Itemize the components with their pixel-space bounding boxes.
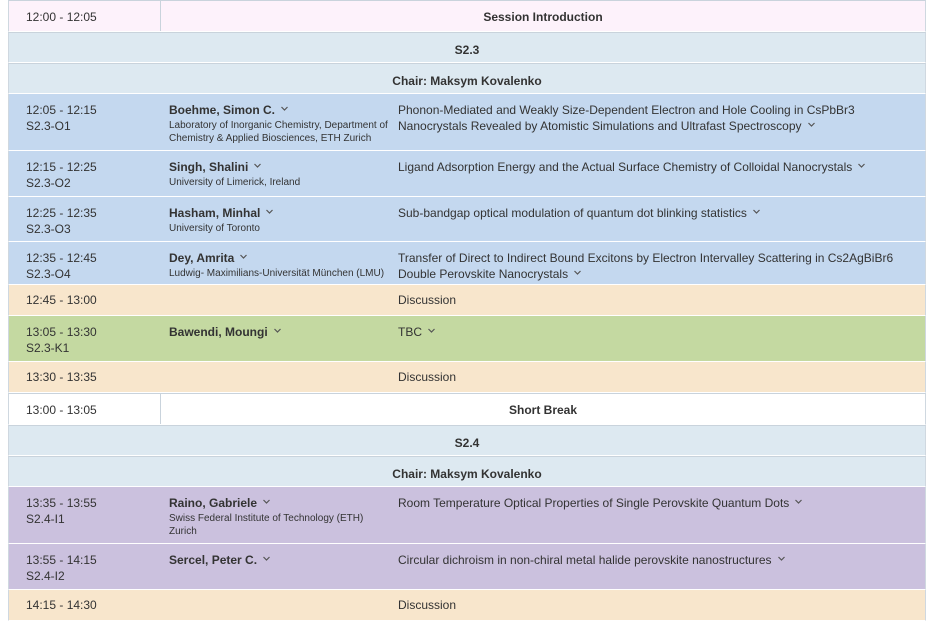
time-range: 12:15 - 12:25 <box>26 160 97 174</box>
chevron-down-icon[interactable] <box>280 104 289 113</box>
speaker-name[interactable]: Hasham, Minhal <box>169 206 261 220</box>
talk-title[interactable] <box>398 495 918 511</box>
chevron-down-icon[interactable] <box>253 161 262 170</box>
session-introduction-row <box>8 0 926 32</box>
talk-title[interactable] <box>398 324 918 340</box>
speaker-toggle[interactable] <box>169 205 391 221</box>
time-range: 12:25 - 12:35 <box>26 206 97 220</box>
session-label: S2.3 <box>454 43 480 57</box>
speaker-toggle[interactable] <box>169 552 391 568</box>
talk-row <box>8 544 926 590</box>
speaker-toggle[interactable] <box>169 159 391 175</box>
talk-code: S2.3-O1 <box>26 119 71 133</box>
session-header-s24 <box>8 425 926 456</box>
chair-row-s23 <box>8 63 926 94</box>
time-range: 13:35 - 13:55 <box>26 496 97 510</box>
talk-row <box>8 197 926 242</box>
talk-title-line[interactable]: Sub-bandgap optical modulation of quantum dot blinking statistics <box>398 206 747 220</box>
session-label: S2.4 <box>454 436 480 450</box>
schedule-table <box>8 0 926 621</box>
time-range: 13:30 - 13:35 <box>26 370 97 384</box>
talk-title[interactable] <box>398 102 918 134</box>
talk-title-line[interactable]: Ligand Adsorption Energy and the Actual Surface Chemistry of Colloidal Nanocrystals <box>398 160 853 174</box>
talk-code: S2.3-O4 <box>26 267 71 281</box>
chevron-down-icon[interactable] <box>262 554 271 563</box>
discussion-label: Discussion <box>398 293 457 307</box>
speaker-name[interactable]: Sercel, Peter C. <box>169 553 258 567</box>
chair-row-s24 <box>8 456 926 487</box>
discussion-row <box>8 285 926 316</box>
chevron-down-icon[interactable] <box>573 268 582 277</box>
speaker-name[interactable]: Raino, Gabriele <box>169 496 258 510</box>
time-range: 13:05 - 13:30 <box>26 325 97 339</box>
discussion-row <box>8 362 926 393</box>
talk-time <box>26 159 166 191</box>
speaker-cell <box>169 495 391 538</box>
talk-time <box>26 324 166 356</box>
speaker-toggle[interactable] <box>169 324 391 340</box>
speaker-name[interactable]: Bawendi, Moungi <box>169 325 268 339</box>
talk-title[interactable] <box>398 552 918 568</box>
discussion-label: Discussion <box>398 370 457 384</box>
talk-title-line[interactable]: Double Perovskite Nanocrystals <box>398 267 569 281</box>
talk-title-line[interactable]: Transfer of Direct to Indirect Bound Excitons by Electron Intervalley Scattering in Cs2AgBiBr6 <box>398 251 894 265</box>
chevron-down-icon[interactable] <box>273 326 282 335</box>
chevron-down-icon[interactable] <box>777 554 786 563</box>
discussion-label: Discussion <box>398 598 457 612</box>
chevron-down-icon[interactable] <box>265 207 274 216</box>
talk-title[interactable] <box>398 250 918 282</box>
speaker-toggle[interactable] <box>169 102 391 118</box>
chevron-down-icon[interactable] <box>752 207 761 216</box>
speaker-cell <box>169 102 391 145</box>
chevron-down-icon[interactable] <box>427 326 436 335</box>
talk-row <box>8 94 926 151</box>
speaker-toggle[interactable] <box>169 250 391 266</box>
talk-code: S2.4-I1 <box>26 512 65 526</box>
chevron-down-icon[interactable] <box>807 120 816 129</box>
chevron-down-icon[interactable] <box>239 252 248 261</box>
session-header-s23 <box>8 32 926 63</box>
short-break-row <box>8 393 926 425</box>
talk-code: S2.3-O3 <box>26 222 71 236</box>
chair-label: Chair: Maksym Kovalenko <box>392 467 542 481</box>
talk-code: S2.4-I2 <box>26 569 65 583</box>
talk-code: S2.3-O2 <box>26 176 71 190</box>
talk-time <box>26 250 166 282</box>
speaker-cell <box>169 159 391 189</box>
speaker-name[interactable]: Boehme, Simon C. <box>169 103 276 117</box>
speaker-cell <box>169 552 391 568</box>
talk-title-line[interactable]: Nanocrystals Revealed by Atomistic Simulations and Ultrafast Spectroscopy <box>398 119 802 133</box>
talk-row <box>8 316 926 362</box>
talk-code: S2.3-K1 <box>26 341 70 355</box>
talk-row <box>8 242 926 285</box>
talk-row <box>8 487 926 544</box>
talk-title[interactable] <box>398 205 918 221</box>
time-range: 14:15 - 14:30 <box>26 598 97 612</box>
speaker-name[interactable]: Dey, Amrita <box>169 251 235 265</box>
speaker-affiliation: University of Limerick, Ireland <box>169 177 301 188</box>
speaker-cell <box>169 205 391 235</box>
chevron-down-icon[interactable] <box>857 161 866 170</box>
speaker-affiliation: Laboratory of Inorganic Chemistry, Department of Chemistry & Applied Biosciences, ETH Zurich <box>169 120 388 144</box>
speaker-name[interactable]: Singh, Shalini <box>169 160 249 174</box>
speaker-affiliation: Ludwig- Maximilians-Universität München (LMU) <box>169 268 385 279</box>
chevron-down-icon[interactable] <box>794 497 803 506</box>
talk-title[interactable] <box>398 159 918 175</box>
chair-label: Chair: Maksym Kovalenko <box>392 74 542 88</box>
time-cell: 12:00 - 12:05 <box>9 1 161 31</box>
time-range: 12:05 - 12:15 <box>26 103 97 117</box>
time-range: 12:35 - 12:45 <box>26 251 97 265</box>
speaker-affiliation: Swiss Federal Institute of Technology (ETH) Zurich <box>169 513 364 537</box>
talk-title-line[interactable]: Circular dichroism in non-chiral metal halide perovskite nanostructures <box>398 553 772 567</box>
speaker-toggle[interactable] <box>169 495 391 511</box>
talk-title-line[interactable]: Phonon-Mediated and Weakly Size-Dependent Electron and Hole Cooling in CsPbBr3 <box>398 103 855 117</box>
talk-time <box>26 495 166 527</box>
speaker-cell <box>169 324 391 340</box>
talk-time <box>26 205 166 237</box>
talk-row <box>8 151 926 197</box>
chevron-down-icon[interactable] <box>262 497 271 506</box>
time-range: 13:55 - 14:15 <box>26 553 97 567</box>
time-range: 12:45 - 13:00 <box>26 293 97 307</box>
talk-title-line[interactable]: Room Temperature Optical Properties of Single Perovskite Quantum Dots <box>398 496 790 510</box>
speaker-affiliation: University of Toronto <box>169 223 260 234</box>
discussion-row <box>8 590 926 621</box>
break-title: Short Break <box>508 403 578 417</box>
time-cell: 13:00 - 13:05 <box>9 394 161 424</box>
speaker-cell <box>169 250 391 280</box>
session-title: Session Introduction <box>483 10 603 24</box>
talk-time <box>26 552 166 584</box>
talk-title-line[interactable]: TBC <box>398 325 422 339</box>
talk-time <box>26 102 166 134</box>
